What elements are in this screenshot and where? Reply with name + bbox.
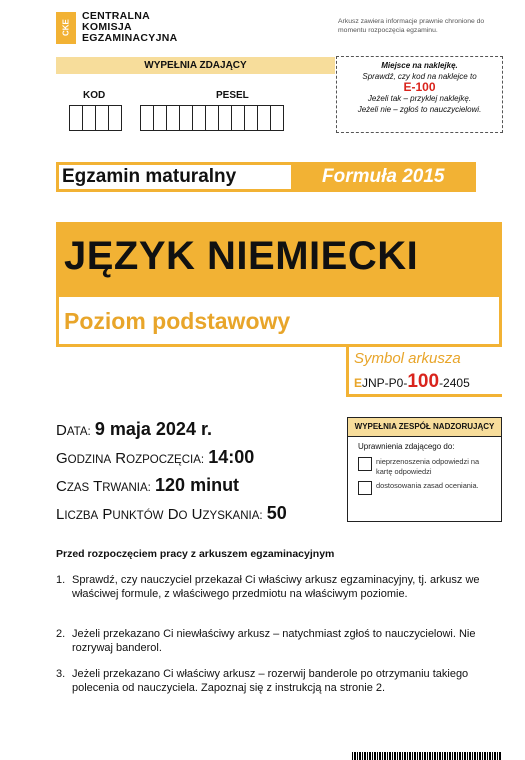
symbol-label: Symbol arkusza bbox=[354, 350, 461, 367]
exam-formula: Formuła 2015 bbox=[322, 166, 445, 187]
checkbox-no-transfer[interactable]: nieprzenoszenia odpowiedzi na kartę odpowiedzi bbox=[358, 457, 491, 476]
time-line: GODZINA ROZPOCZĘCIA: 14:00 bbox=[56, 447, 255, 467]
instruction-item: 3. Jeżeli przekazano Ci właściwy arkusz – rozerwij banderole po otrzymaniu takiego polecenia od nauczyciela. Zapoznaj się z instrukcją na stronie 2. bbox=[56, 668, 469, 694]
level-title: Poziom podstawowy bbox=[64, 308, 291, 334]
logo-text bbox=[82, 11, 178, 44]
kod-field[interactable] bbox=[70, 105, 122, 131]
sticker-code: E-100 bbox=[403, 80, 436, 94]
kod-label: KOD bbox=[83, 90, 106, 101]
sticker-line2: Jeżeli tak – przyklej naklejkę. bbox=[367, 94, 472, 103]
subject-title: JĘZYK NIEMIECKI bbox=[64, 234, 419, 278]
logo-line: KOMISJA bbox=[82, 21, 132, 33]
pesel-field[interactable] bbox=[141, 105, 284, 131]
symbol-code: EJNP-P0-100-2405 bbox=[354, 371, 470, 392]
pesel-label: PESEL bbox=[216, 90, 249, 101]
points-line: LICZBA PUNKTÓW DO UZYSKANIA: 50 bbox=[56, 503, 287, 523]
date-line: DATA: 9 maja 2024 r. bbox=[56, 419, 212, 439]
instruction-item: 1. Sprawdź, czy nauczyciel przekazał Ci właściwy arkusz egzaminacyjny, tj. arkusz we właściwej formule, z właściwego przedmiotu na właściwym poziomie. bbox=[56, 574, 480, 600]
sticker-title: Miejsce na naklejkę. bbox=[381, 61, 458, 70]
instructions-title: Przed rozpoczęciem pracy z arkuszem egzaminacyjnym bbox=[56, 548, 335, 560]
sticker-line1: Sprawdź, czy kod na naklejce to bbox=[362, 72, 477, 81]
exam-label: Egzamin maturalny bbox=[59, 165, 291, 189]
logo-line: CENTRALNA bbox=[82, 10, 151, 22]
sticker-line3: Jeżeli nie – zgłoś to nauczycielowi. bbox=[357, 105, 482, 114]
sticker-area[interactable] bbox=[336, 56, 503, 133]
instruction-item: 2. Jeżeli przekazano Ci niewłaściwy arkusz – natychmiast zgłoś to nauczycielowi. Nie rozrywaj banderol. bbox=[56, 628, 476, 654]
logo-line: EGZAMINACYJNA bbox=[82, 32, 178, 44]
cke-logo-icon: CKE bbox=[56, 12, 76, 44]
supervisor-intro: Uprawnienia zdającego do: bbox=[358, 442, 455, 451]
supervisor-head: WYPEŁNIA ZESPÓŁ NADZORUJĄCY bbox=[348, 418, 501, 437]
supervisor-box bbox=[347, 417, 502, 522]
fill-band: WYPEŁNIA ZDAJĄCY bbox=[56, 57, 335, 74]
duration-line: CZAS TRWANIA: 120 minut bbox=[56, 475, 240, 495]
barcode-icon bbox=[352, 752, 502, 760]
checkbox-adjusted-rules[interactable]: dostosowania zasad oceniania. bbox=[358, 481, 491, 495]
legal-notice: Arkusz zawiera informacje prawnie chronione do momentu rozpoczęcia egzaminu. bbox=[338, 18, 485, 34]
